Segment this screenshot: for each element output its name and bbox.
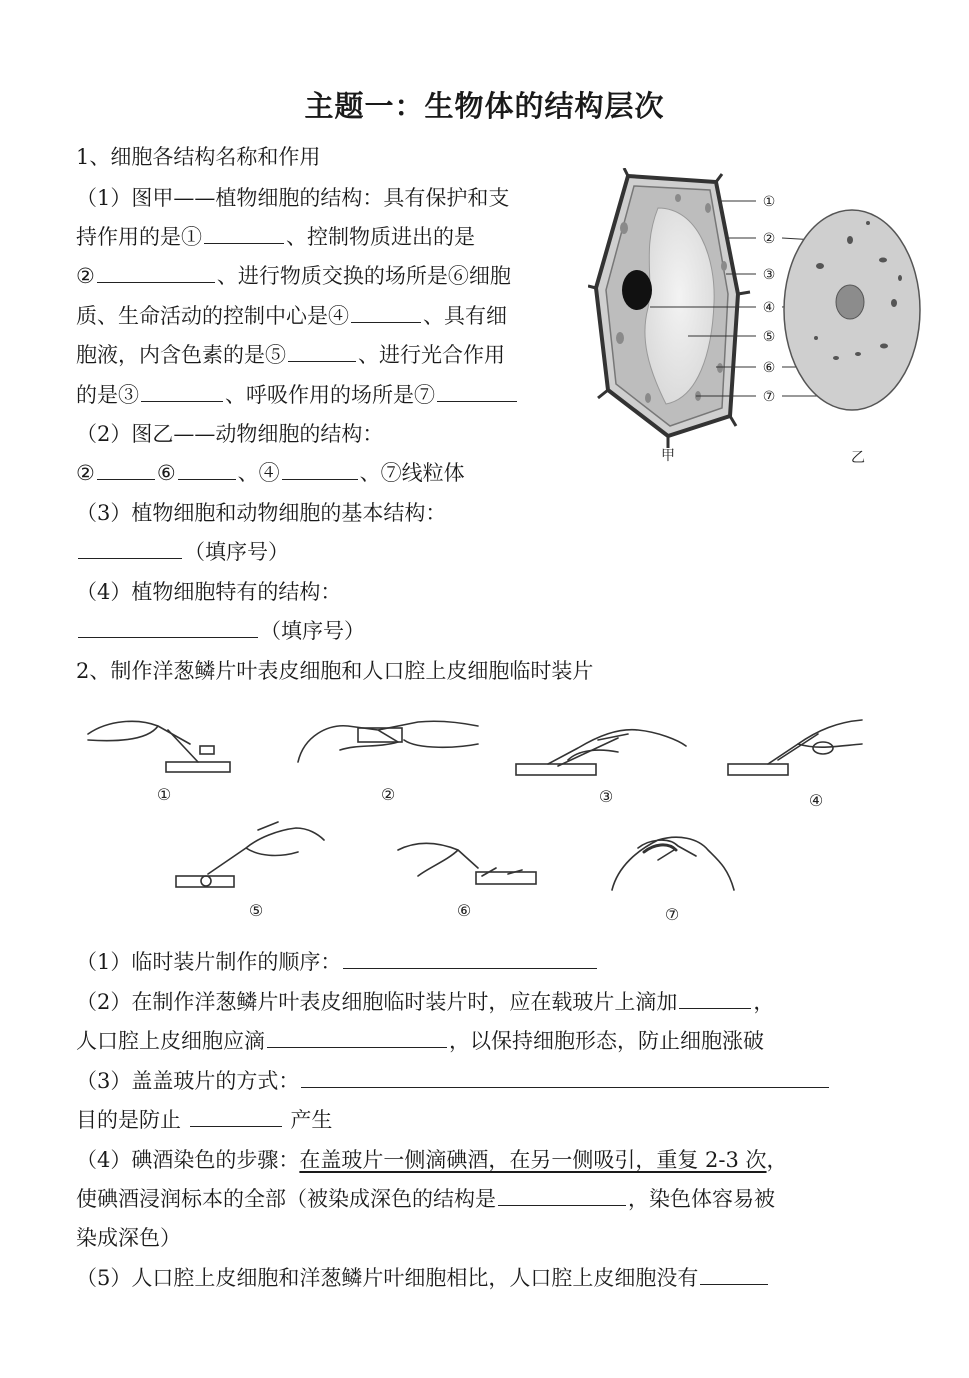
answer-blank[interactable] <box>204 223 284 244</box>
q2-4-line2: 使碘酒浸润标本的全部（被染成深色的结构是 ，染色体容易被 <box>76 1187 775 1211</box>
animal-caption: 乙 <box>851 450 865 466</box>
step-1-illustration <box>88 721 230 772</box>
q1-3-line2: （填序号） <box>76 538 289 566</box>
q2-4-line1: （4）碘酒染色的步骤：在盖玻片一侧滴碘酒，在另一侧吸引，重复 2-3 次， <box>76 1148 788 1172</box>
plant-cell-diagram <box>588 168 750 448</box>
q1-4-line1: （4）植物细胞特有的结构： <box>76 580 342 604</box>
plant-caption: 甲 <box>661 448 675 464</box>
label-7: ⑦ <box>762 389 776 405</box>
answer-blank[interactable] <box>267 1027 447 1048</box>
label-2: ② <box>762 231 776 247</box>
label-5: ⑤ <box>762 329 776 345</box>
answer-blank[interactable] <box>190 1106 282 1127</box>
animal-cell-diagram <box>784 210 920 410</box>
step-4-illustration <box>728 720 862 775</box>
step-label-3: ③ <box>598 787 614 806</box>
q1-4-line2: （填序号） <box>76 617 365 645</box>
slide-procedure-figure <box>78 700 878 932</box>
step-5-illustration <box>176 822 324 887</box>
label-6: ⑥ <box>762 360 776 376</box>
step-6-illustration <box>398 843 536 884</box>
q2-4-line3: 染成深色） <box>76 1226 181 1250</box>
answer-blank[interactable] <box>288 341 356 362</box>
q1-2-line1: （2）图乙——动物细胞的结构： <box>76 422 384 446</box>
step-label-5: ⑤ <box>248 901 264 920</box>
step-3-illustration <box>516 730 686 775</box>
q2-5: （5）人口腔上皮细胞和洋葱鳞片叶细胞相比，人口腔上皮细胞没有 <box>76 1264 770 1292</box>
answer-blank[interactable] <box>700 1264 768 1285</box>
answer-blank[interactable] <box>97 262 215 283</box>
page-title: 主题一：生物体的结构层次 <box>304 89 665 123</box>
label-3: ③ <box>762 267 776 283</box>
answer-blank[interactable] <box>78 617 258 638</box>
label-1: ① <box>762 194 776 210</box>
q2-2-line2: 人口腔上皮细胞应滴 ，以保持细胞形态，防止细胞涨破 <box>76 1029 764 1053</box>
step-label-2: ② <box>380 785 396 804</box>
answer-blank[interactable] <box>282 459 358 480</box>
answer-blank[interactable] <box>498 1185 626 1206</box>
answer-blank[interactable] <box>301 1067 829 1088</box>
step-7-illustration <box>612 837 734 890</box>
step-label-7: ⑦ <box>664 905 680 924</box>
step-label-4: ④ <box>808 791 824 810</box>
q2-2-line1: （2）在制作洋葱鳞片叶表皮细胞临时装片时，应在载玻片上滴加 ， <box>76 990 775 1014</box>
cell-structure-figure <box>588 168 928 468</box>
q1-1-line6: 的是③ 、呼吸作用的场所是⑦ <box>76 381 519 409</box>
label-4: ④ <box>762 300 776 316</box>
step-label-6: ⑥ <box>456 901 472 920</box>
q1-1-line2: 持作用的是① 、控制物质进出的是 <box>76 225 475 249</box>
section1-heading: 1、细胞各结构名称和作用 <box>76 145 321 169</box>
step-label-1: ① <box>156 785 172 804</box>
q1-3-line1: （3）植物细胞和动物细胞的基本结构： <box>76 501 447 525</box>
q1-1-line4: 质、生命活动的控制中心是④ 、具有细 <box>76 304 507 328</box>
answer-blank[interactable] <box>437 381 517 402</box>
answer-blank[interactable] <box>351 302 421 323</box>
q1-2-line2: ② ⑥ 、④ 、⑦线粒体 <box>76 461 465 485</box>
answer-blank[interactable] <box>679 988 751 1009</box>
q2-3-line2: 目的是防止 产生 <box>76 1108 333 1132</box>
answer-blank[interactable] <box>97 459 155 480</box>
q1-1-line5: 胞液，内含色素的是⑤ 、进行光合作用 <box>76 343 505 367</box>
q2-3-line1: （3）盖盖玻片的方式： <box>76 1067 831 1095</box>
q1-1-line3: ② 、进行物质交换的场所是⑥细胞 <box>76 264 511 288</box>
section2-heading: 2、制作洋葱鳞片叶表皮细胞和人口腔上皮细胞临时装片 <box>76 659 594 683</box>
q1-1-line1: （1）图甲——植物细胞的结构：具有保护和支 <box>76 186 510 210</box>
answer-blank[interactable] <box>78 538 182 559</box>
answer-blank[interactable] <box>178 459 236 480</box>
answer-blank[interactable] <box>141 381 223 402</box>
step-2-illustration <box>298 721 478 762</box>
answer-blank[interactable] <box>343 948 597 969</box>
q2-1: （1）临时装片制作的顺序： <box>76 948 599 976</box>
